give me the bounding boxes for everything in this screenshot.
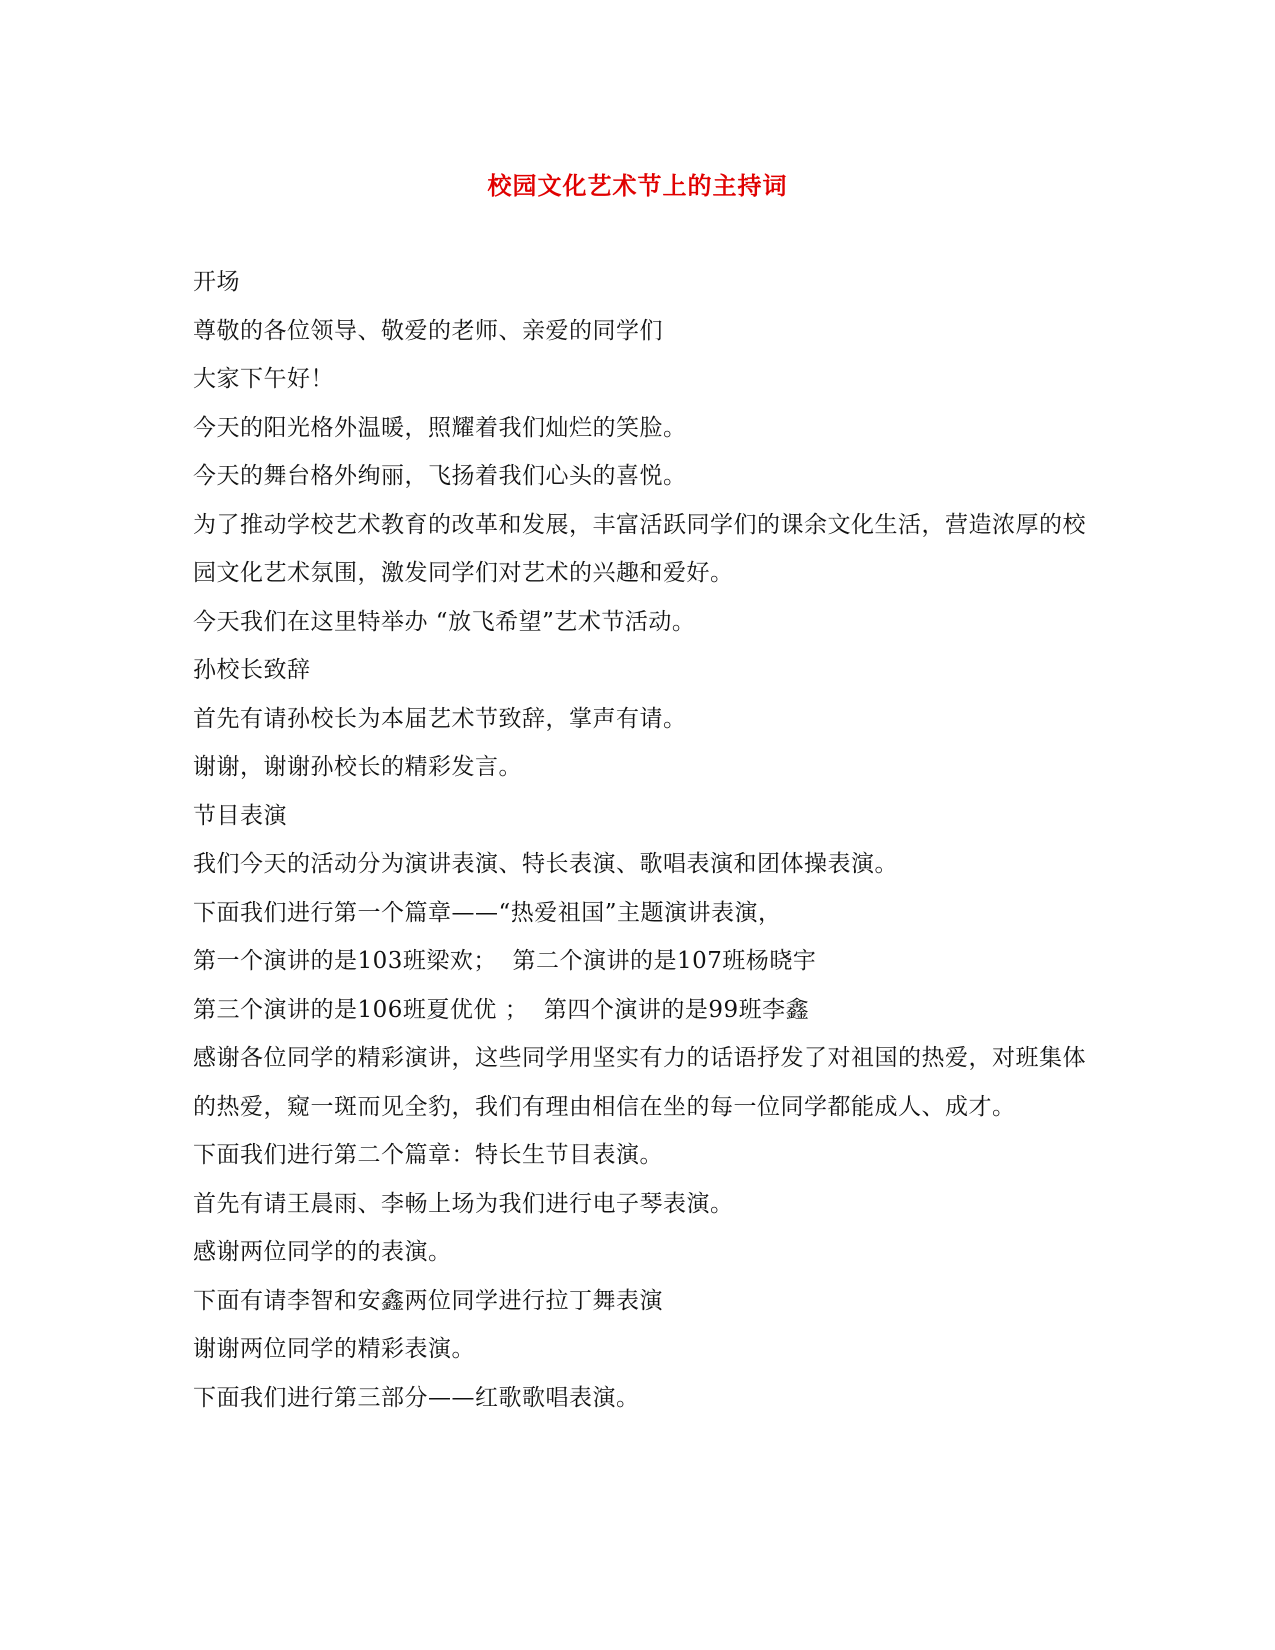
paragraph-greeting-guests: 尊敬的各位领导、敬爱的老师、亲爱的同学们 <box>193 317 663 344</box>
paragraph-sunshine: 今天的阳光格外温暖，照耀着我们灿烂的笑脸。 <box>193 414 687 441</box>
paragraph-chapter-two: 下面我们进行第二个篇章：特长生节目表演。 <box>193 1142 663 1168</box>
paragraph-thank-two-students: 感谢两位同学的的表演。 <box>193 1239 452 1265</box>
document-title: 校园文化艺术节上的主持词 <box>487 171 788 200</box>
paragraph-good-afternoon: 大家下午好！ <box>193 366 334 392</box>
paragraph-latin-dance: 下面有请李智和安鑫两位同学进行拉丁舞表演 <box>193 1287 663 1314</box>
paragraph-chapter-one: 下面我们进行第一个篇章——“热爱祖国”主题演讲表演， <box>193 899 782 926</box>
paragraph-purpose: 为了推动学校艺术教育的改革和发展，丰富活跃同学们的课余文化生活，营造浓厚的校园文化艺术氛围，激发同学们对艺术的兴趣和爱好。 <box>193 511 1086 586</box>
paragraph-performance-heading: 节目表演 <box>193 802 287 829</box>
paragraph-principal-speech-heading: 孙校长致辞 <box>193 657 311 683</box>
paragraph-event-announcement: 今天我们在这里特举办 “放飞希望”艺术节活动。 <box>193 608 696 635</box>
paragraph-thank-principal: 谢谢，谢谢孙校长的精彩发言。 <box>193 754 522 780</box>
paragraph-thank-dancers: 谢谢两位同学的精彩表演。 <box>193 1336 475 1362</box>
paragraph-part-three: 下面我们进行第三部分——红歌歌唱表演。 <box>193 1384 640 1411</box>
paragraph-speakers-three-four: 第三个演讲的是106班夏优优 ； 第四个演讲的是99班李鑫 <box>193 996 810 1023</box>
paragraph-activity-overview: 我们今天的活动分为演讲表演、特长表演、歌唱表演和团体操表演。 <box>193 851 898 877</box>
paragraph-keyboard-performance: 首先有请王晨雨、李畅上场为我们进行电子琴表演。 <box>193 1190 734 1217</box>
paragraph-speakers-one-two: 第一个演讲的是103班梁欢； 第二个演讲的是107班杨晓宇 <box>193 948 817 974</box>
paragraph-opening-heading: 开场 <box>193 269 240 295</box>
paragraph-thank-speakers: 感谢各位同学的精彩演讲，这些同学用坚实有力的话语抒发了对祖国的热爱，对班集体的热爱，窥一斑而见全豹，我们有理由相信在坐的每一位同学都能成人、成才。 <box>193 1045 1086 1120</box>
paragraph-invite-principal: 首先有请孙校长为本届艺术节致辞，掌声有请。 <box>193 705 687 732</box>
document-body <box>193 258 1093 1422</box>
paragraph-stage: 今天的舞台格外绚丽，飞扬着我们心头的喜悦。 <box>193 463 687 489</box>
